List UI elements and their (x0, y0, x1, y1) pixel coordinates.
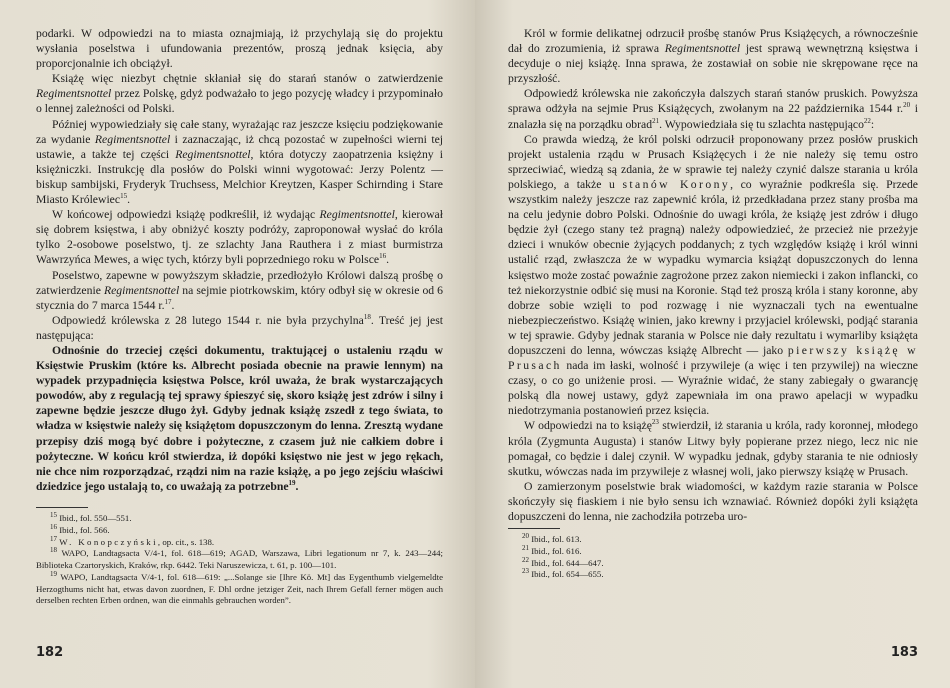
paragraph: W odpowiedzi na to książę$^{23}$ stwierdził, iż starania u króla, rady koronnej, młodego króla (Zygmunta Augusta) i stanów Litwy były popierane przez niego, lecz nic nie pomagał, co będzie i dalej czynił. W wypadku jednak, gdyby starania te nie odniosły skutku, wówczas nada im przywileje z własnej woli, jako pierwszy książę w Prusach. (508, 418, 918, 478)
paragraph: W końcowej odpowiedzi książę podkreślił, iż wydając Regimentsnottel, kierował się dobrem księstwa, i aby obniżyć koszty podróży, zaproponował wysłać do króla tylko 2-osobowe poselstwo, tj. ze szlachty Jana Rauthera i z miast burmistrza Wawrzyńca Mewes, a więc tych, którzy byli poprzedniego roku w Polsce$^{16}$. (36, 208, 443, 267)
left-text-column (36, 26, 443, 607)
paragraph: Odpowiedź królewska nie zakończyła dalszych starań stanów pruskich. Powyższa sprawa odżyła na sejmie Prus Książęcych, zwołanym na 22 października 1544 r.$^{20}$ i znalazła się na porządku obrad$^{21}$. Wypowiedziała się tu szlachta następująco$^{22}$: (508, 87, 919, 131)
paragraph: Później wypowiedziały się całe stany, wyrażając raz jeszcze księciu podziękowanie za wydanie Regimentsnottel i zaznaczając, iż chcą pozostać w zupełności wierni tej ustawie, a także tej części Regimentsnottel, która dotyczy zaopatrzenia księżny i księżniczki. Instrukcję dla posłów do Polski winni wygotować: Jerzy Polentz — biskup sambijski, Fryderyk Truchsess, Melchior Kreytzen, Kasper Schirnding i Stare Miasto Królewiec$^{15}$. (36, 117, 444, 207)
footnote-ref: 22 (863, 116, 871, 125)
footnote-divider (508, 528, 560, 529)
footnote: $^{15}$ Ibid., fol. 550—551. (50, 510, 132, 523)
footnote-divider (36, 507, 88, 508)
right-page (475, 0, 950, 688)
paragraph: podarki. W odpowiedzi na to miasta oznajmiają, iż przychylają się do projektu wysłania poselstwa i ufundowania prezentów, proszą jednak księcia, aby proporcjonalnie ich obciążył. (36, 27, 443, 71)
footnote: $^{23}$ Ibid., fol. 654—655. (522, 567, 604, 580)
footnote: $^{21}$ Ibid., fol. 616. (522, 543, 582, 556)
footnotes (36, 503, 443, 607)
page-number: 183 (890, 645, 918, 660)
footnote: $^{22}$ Ibid., fol. 644—647. (522, 555, 604, 568)
quoted-passage: Odnośnie do trzeciej części dokumentu, traktującej o ustaleniu rządu w Księstwie Pruskim (które ks. Albrecht posiada obecnie na prawie lennym) na wypadek przypadnięcia księstwa Polsce, król uważa, że brak wystarczających powodów, aby z regulacją tej sprawy śpieszyć się, skoro książę jest zdrów i silny i zapewne będzie jeszcze długo żył. Gdyby jednak książę zszedł z tego świata, to władza w księstwie należy się książętom dopuszczonym do lenna. Zresztą wydane przepisy dziś mogą być dobre i pożyteczne, z czasem już nie całkiem dobre i pożyteczne. W końcu król stwierdza, iż dopóki księstwo nie jest w jego rękach, nie chce nim rozporządzać, rządzi nim na razie książę, a po jego zejściu właściwi dziedzice jego ustalają to, co uważają za potrzebne$^{19}$. (36, 343, 443, 493)
page-number: 182 (36, 645, 64, 660)
footnote: $^{17}$ W. Konopczyński, op. cit., s. 138. (50, 534, 215, 547)
footnote-ref: 20 (903, 101, 911, 110)
paragraph: Poselstwo, zapewne w powyższym składzie, przedłożyło Królowi dalszą prośbę o zatwierdzenie Regimentsnottel na sejmie piotrkowskim, który odbył się w okresie od 6 stycznia do 7 marca 1544 r.$^{17}$. (36, 268, 444, 312)
paragraph: Książę więc niezbyt chętnie skłaniał się do starań stanów o zatwierdzenie Regimentsnottel przez Polskę, gdyż podważało to jego pozycję władcy i przypominało o lennej zależności od Polski. (36, 72, 443, 116)
paragraph: Odpowiedź królewska z 28 lutego 1544 r. nie była przychylna$^{18}$. Treść jej jest następująca: (36, 312, 443, 342)
footnotes (508, 528, 918, 581)
paragraph: Co prawda wiedzą, że król polski odrzucił proponowany przez posłów pruskich projekt ustalenia rządu w Prusach Książęcych i że nie należy się temu ostro sprzeciwiać, wiedzą są zdania, że w sprawie tej należy czynić dalsze starania u króla polskiego, a także u stanów Korony, co wyraźnie podkreśla się. Przede wszystkim należy jeszcze raz zapewnić króla, iż przedkładana przez stany prośba ma na celu jedynie dobro Polski. Odnośnie do uwagi króla, że książę jest zdrów i długo będzie żył (czego stany też pragną) należy odpowiedzieć, że przecież nie przeżyje dzieci i wnuków obecnie żyjących poddanych; z tych względów książę i król winni ustalić rząd, zwłaszcza że w wypadku wymarcia książąt dopuszczonych do lenna księstwo może zostać powaźnie zagrożone przez zakon niemiecki i zakon inflancki, co też niekorzystnie odbić się musi na Koronie. Stąd też proszą króla i stany koronne, aby dobrze sobie wzięli to pod rozwagę i nie wyznaczali tych na ewentualne niebezpieczeństwo. Książę winien, jako krewny i przyjaciel królewski, podjąć starania w tej sprawie. Gdyby jednak starania w Polsce nie dały rezultatu i wymarliby książęta dopuszczeni do lenna, wówczas książę Albrecht — jako pierwszy książę w Prusach nada im łaski, wolność i przywileje (a więc i ten przywilej) na wieczne czasy, o co go uniżenie prosi. — Wyraźnie widać, że stany zabiegały o gwarancję polską dla nowej ustawy, gdyż zapewniała im ona prawo apelacji w wypadku niedotrzymania postanowień przez księcia. (508, 132, 918, 418)
paragraph: O zamierzonym poselstwie brak wiadomości, w każdym razie starania w Polsce skończyły się fiaskiem i nie było sensu ich wznawiać. Również dopóki żyli książęta dopuszczeni do lenna, nie zachodziła potrzeba uro- (508, 479, 918, 523)
footnote-ref: 15 (120, 192, 128, 201)
paragraph: Król w formie delikatnej odrzucił prośbę stanów Prus Książęcych, a równocześnie dał do zrozumienia, iż sprawa Regimentsnottel jest sprawą wewnętrzną księstwa i decyduje o niej książę. Inna sprawa, że zostawiał on sobie nie skrępowane ręce na przyszłość. (508, 27, 918, 86)
footnote: $^{19}$ WAPO, Landtagsacta V/4-1, fol. 618—619: „...Solange sie [Ihre Kö. Mt] das Eygenthumb vielgemeldte Herzogthums nicht hat, etwas davon zuordnen, F. Dhl ordne jetziger Zeit, nach Ihrem Gefall ferner mögen auch derselben rechten Erben ordnen, wan die einmahls gebrauchen worden”. (36, 569, 443, 606)
footnote: $^{20}$ Ibid., fol. 613. (522, 532, 582, 545)
footnote-ref: 18 (363, 312, 371, 321)
footnote-ref: 23 (651, 418, 659, 427)
footnote-ref: 21 (652, 116, 660, 125)
footnote-ref: 17 (164, 297, 172, 306)
footnote: $^{18}$ WAPO, Landtagsacta V/4-1, fol. 618—619; AGAD, Warszawa, Libri legationum nr 7, k. 243—244; Biblioteka Czartoryskich, Kraków, rkp. 6442. Teki Naruszewicza, t. 61, p. 100—101. (36, 546, 443, 571)
footnote-ref: 19 (288, 478, 296, 487)
footnote: $^{16}$ Ibid., fol. 566. (50, 522, 110, 535)
right-text-column (508, 26, 918, 581)
footnote-ref: 16 (379, 252, 387, 261)
